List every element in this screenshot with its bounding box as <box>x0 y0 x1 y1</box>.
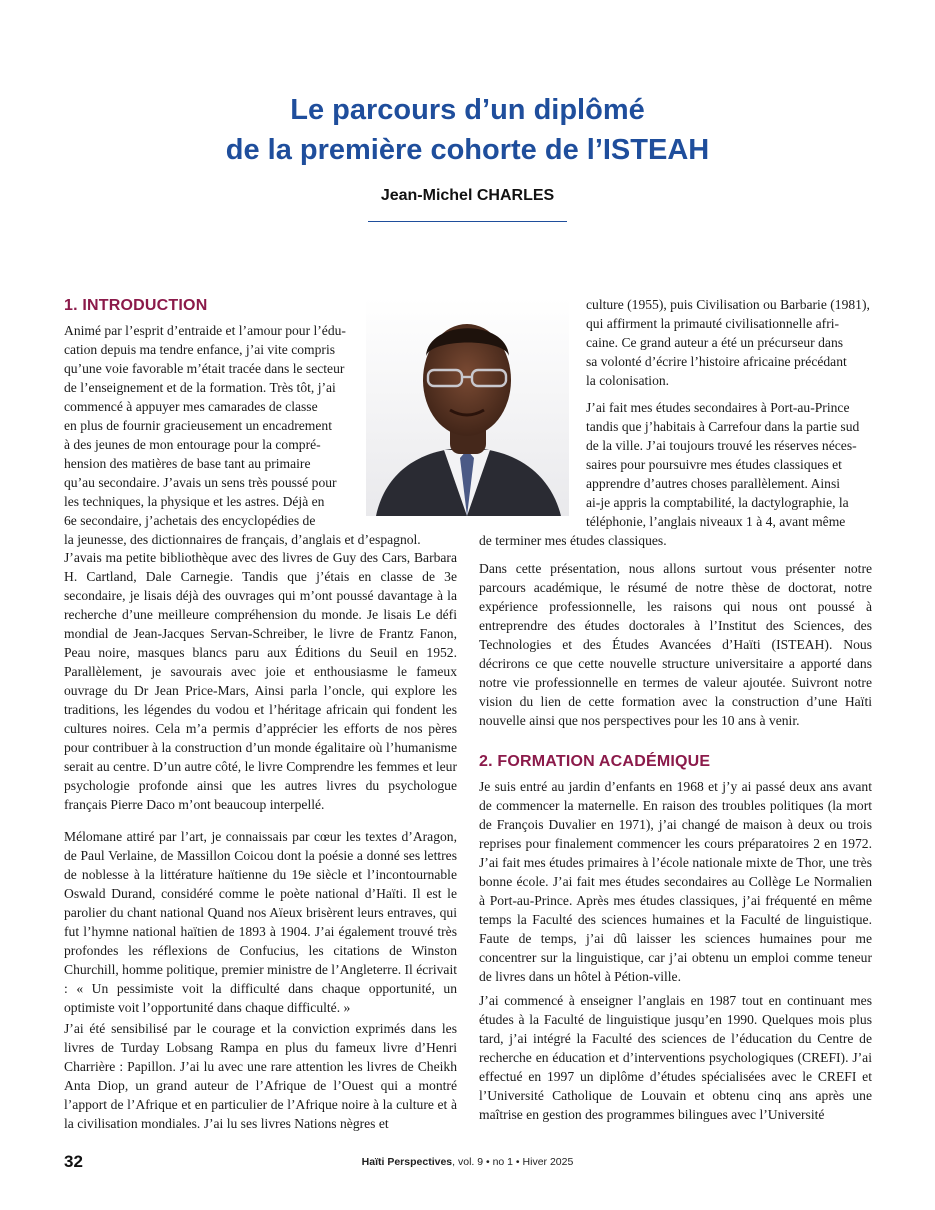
text-line: à des jeunes de mon entourage pour la compré- <box>64 437 321 452</box>
text-line: apprendre d’autres choses parallèlement. Ainsi <box>586 476 841 491</box>
text-line: la colonisation. <box>586 373 670 388</box>
intro-paragraph-wrap-a <box>64 321 421 549</box>
text-line: hension des matières de base tant au primaire <box>64 456 311 471</box>
text-line: de l’enseignement et de la formation. Très tôt, j’ai <box>64 380 336 395</box>
journal-name: Haïti Perspectives <box>361 1156 453 1168</box>
text-line: Animé par l’esprit d’entraide et l’amour pour l’édu- <box>64 323 346 338</box>
text-line: téléphonie, l’anglais niveaux 1 à 4, avant même <box>586 514 846 529</box>
paragraph-enseigner: J’ai commencé à enseigner l’anglais en 1987 tout en continuant mes études à la Faculté de linguistique jusqu’en 1990. Quelques mois plus tard, j’ai intégré la Faculté des sciences de l’éducation du Centre de recherche en éducation et d’interventions psychologiques (CREFI). J’ai effectué en 1997 un diplôme d’études spécialisées avec le CREFI et l’Université Catholique de Louvain et obtenu cinq ans après une maîtrise en gestion des programmes bilingues avec l’Université <box>479 993 872 1122</box>
text-line: en plus de fournir gracieusement un encadrement <box>64 418 332 433</box>
text-line: ai-je appris la comptabilité, la dactylographie, la <box>586 495 849 510</box>
text-line: sa volonté d’écrire l’histoire africaine précédant <box>586 354 847 369</box>
author-name: Jean-Michel CHARLES <box>380 187 555 204</box>
paragraph-jardin: Je suis entré au jardin d’enfants en 1968 et j’y ai passé deux ans avant de commencer la maternelle. En raison des troubles politiques (la mort de François Duvalier en 1971), j’ai changé de maison à deux ou trois reprises pour finalement commencer les cours préparatoires 2 en 1972. J’ai fait mes études primaires à l’école nationale mixte de Thor, une très bonne école. J’ai fait mes études secondaires au Collège Le Normalien à Port-au-Prince. Après mes études classiques, j’ai fréquenté en même temps la Faculté des sciences humaines et la Faculté de linguistique. Faute de temps, j’ai dû laisser les sciences humaines pour me concentrer sur la linguistique, car j’ai obtenu un emploi comme teneur de livres dans un hôtel à Pétion-ville. <box>479 779 872 984</box>
paragraph-sensibilise: J’ai été sensibilisé par le courage et la conviction exprimés dans les livres de Turday Lobsang Rampa en plus du fameux livre d’Henri Charrière : Papillon. J’ai lu avec une rare attention les livres de Cheikh Anta Diop, un grand auteur de l’Afrique de l’Ouest qui a montré l’apport de l’Afrique et en particulier de l’Afrique noire à la culture et à la civilisation mondiales. J’ai lu ses livres Nations nègres et <box>64 1021 457 1131</box>
text-line: les techniques, la physique et les astres. Déjà en <box>64 494 325 509</box>
text-line: 6e secondaire, j’achetais des encyclopédies de <box>64 513 316 528</box>
text-line: saires pour poursuivre mes études classiques et <box>586 457 842 472</box>
text-line: tandis que j’habitais à Carrefour dans la partie sud <box>586 419 860 434</box>
paragraph-melomane: Mélomane attiré par l’art, je connaissais par cœur les textes d’Aragon, de Paul Verlaine, de Massillon Coicou dont la poésie a donné ses lettres de noblesse à la littérature haïtienne du 19e siècle et l’incontournable Oswald Durand, considéré comme le poète national d’Haïti. Il est le parolier du chant national Quand nos Aïeux brisèrent leurs entraves, qui fut l’hymne national haïtien de 1893 à 1904. J’ai également trouvé très profondes les réflexions de Confucius, les citations de Winston Churchill, homme politique, premier ministre de l’Angleterre. Il écrivait : « Un pessimiste voit la difficulté dans chaque opportunité, un optimiste voit l’opportunité dans chaque difficulté. » <box>64 829 457 1015</box>
author-photo <box>366 298 569 516</box>
article-title-line-1: Le parcours d’un diplômé <box>290 94 645 126</box>
section-heading-formation: 2. FORMATION ACADÉMIQUE <box>479 753 711 770</box>
page-number: 32 <box>64 1152 83 1171</box>
journal-footer <box>0 1156 935 1168</box>
paragraph-culture <box>586 295 871 390</box>
issue-info: , vol. 9 • no 1 • Hiver 2025 <box>452 1156 574 1168</box>
text-line: caine. Ce grand auteur a été un précurseur dans <box>586 335 844 350</box>
text-line: commencé à appuyer mes camarades de classe <box>64 399 318 414</box>
text-line: qui affirment la primauté civilisationnelle afri- <box>586 316 840 331</box>
paragraph-secondaires-end: de terminer mes études classiques. <box>479 533 667 548</box>
section-heading-introduction: 1. INTRODUCTION <box>64 297 208 314</box>
text-line: cation depuis ma tendre enfance, j’ai vite compris <box>64 342 336 357</box>
text-line: qu’au secondaire. J’avais un sens très poussé pour <box>64 475 337 490</box>
title-divider <box>368 221 567 222</box>
text-line: qu’une voie favorable m’était tracée dans le secteur <box>64 361 345 376</box>
text-line: J’ai fait mes études secondaires à Port-au-Prince <box>586 400 850 415</box>
article-title-line-2: de la première cohorte de l’ISTEAH <box>225 134 710 166</box>
paragraph-secondaires <box>586 398 871 531</box>
text-line: de la ville. J’ai toujours trouvé les réserves néces- <box>586 438 857 453</box>
paragraph-library: J’avais ma petite bibliothèque avec des livres de Guy des Cars, Barbara H. Cartland, Dale Carnegie. Tandis que j’étais en classe de 3e secondaire, je lisais déjà des ouvrages qui m’ont poussé davantage à la recherche d’une meilleure compréhension du monde. Je lisais Le défi mondial de Jean-Jacques Servan-Schreiber, le livre de Frantz Fanon, Peau noire, masques blancs paru aux Éditions du Seuil en 1952. Parallèlement, je savourais avec joie et enthousiasme le fameux ouvrage du Dr Jean Price-Mars, Ainsi parla l’oncle, qui explore les traditions, les légendes du vodou et l’héritage africain qui fondent les cultures noires. Cela m’a permis d’apprécier les efforts de nos pères pour contribuer à la construction d’un monde égalitaire où l’humanisme serait au centre. D’un autre côté, le livre Comprendre les femmes et leur psychologie profonde ainsi que les autres livres du psychologue français Pierre Daco m’ont beaucoup interpellé. <box>64 550 457 812</box>
text-line: la jeunesse, des dictionnaires de français, d’anglais et d’espagnol. <box>64 532 421 547</box>
text-line: culture (1955), puis Civilisation ou Barbarie (1981), <box>586 297 870 312</box>
paragraph-presentation: Dans cette présentation, nous allons surtout vous présenter notre parcours académique, le résumé de notre thèse de doctorat, notre expérience professionnelle, les raisons qui nous ont poussé à entreprendre des études doctorales à l’Institut des Sciences, des Technologies et des Études Avancées d’Haïti (ISTEAH). Nous décrirons ce que cette nouvelle structure universitaire a apporté dans notre vie professionnelle en termes de valeur ajoutée. Suivront notre vision du lien de cette formation avec la construction d’une Haïti nouvelle ainsi que nos perspectives pour les 10 ans à venir. <box>479 561 872 728</box>
